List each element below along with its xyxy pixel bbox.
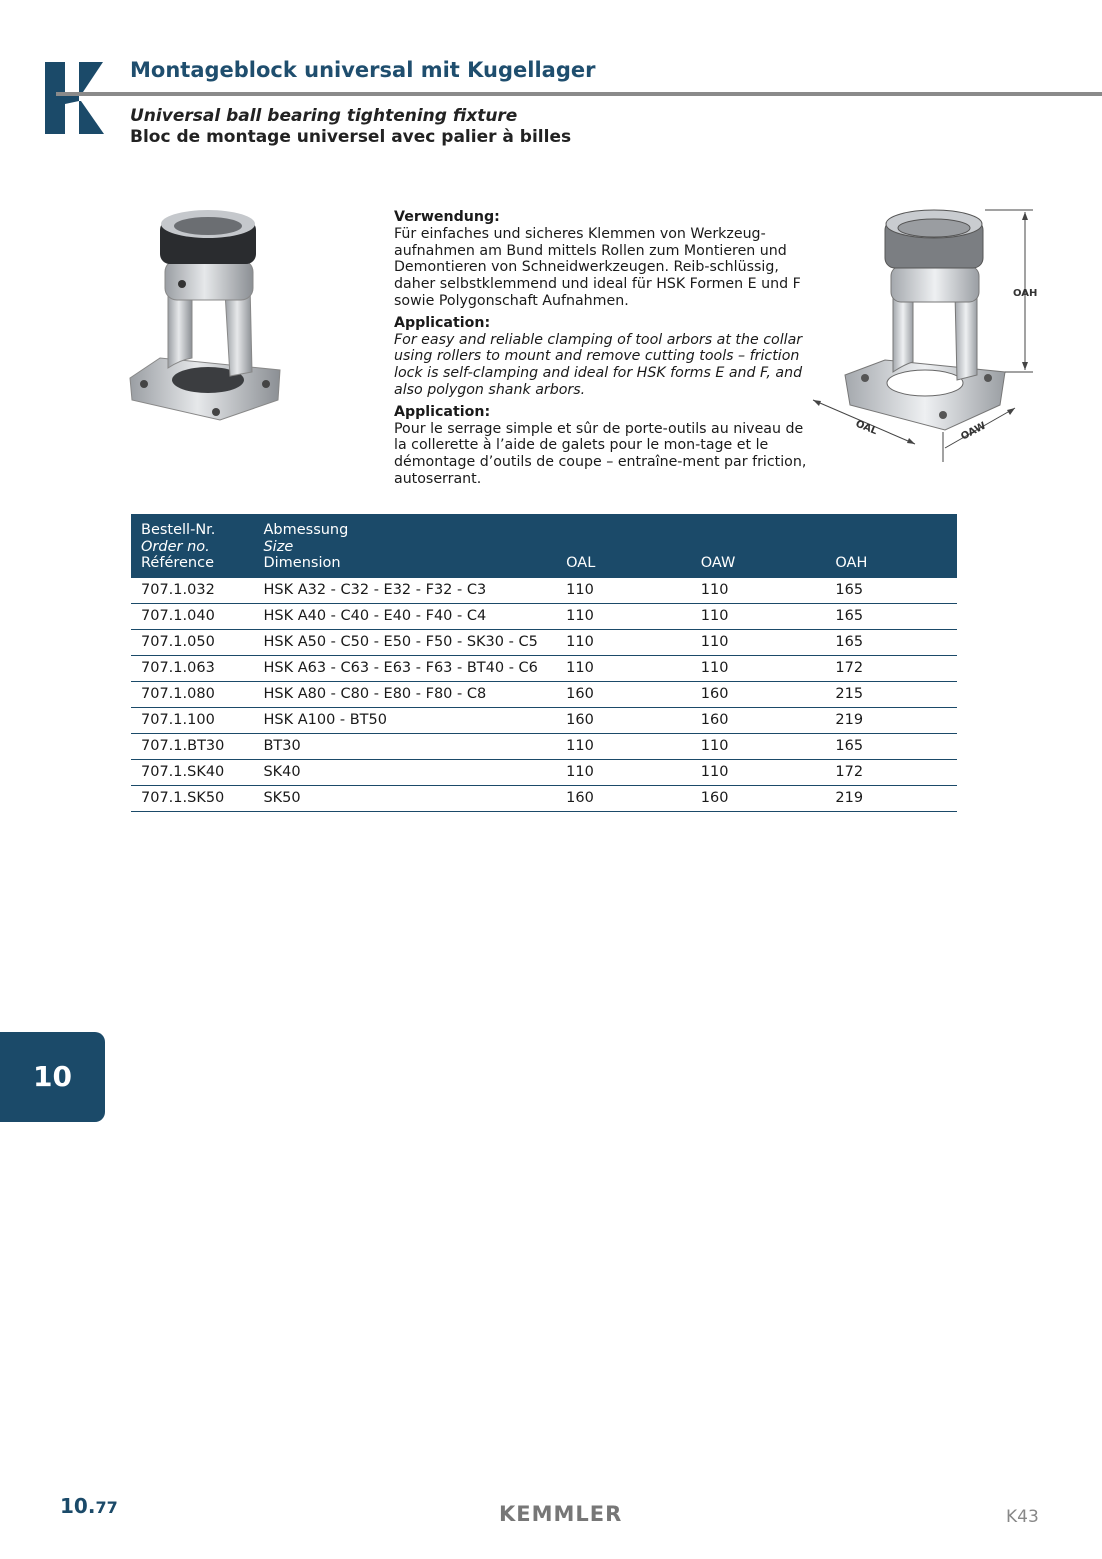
table-row (131, 578, 957, 604)
page-number-sub: 77 (95, 1498, 118, 1517)
table-row (131, 785, 957, 811)
chapter-tab: 10 (0, 1032, 105, 1122)
header-rule (56, 92, 1102, 96)
footer-code: K43 (1006, 1507, 1039, 1527)
header-size (253, 514, 556, 578)
cell-oal: 110 (556, 578, 691, 604)
cell-ref: 707.1.SK40 (131, 759, 253, 785)
cell-ref: 707.1.SK50 (131, 785, 253, 811)
cell-dim: HSK A80 - C80 - E80 - F80 - C8 (253, 681, 556, 707)
cell-ref: 707.1.100 (131, 707, 253, 733)
cell-ref: 707.1.040 (131, 603, 253, 629)
cell-oal: 110 (556, 759, 691, 785)
cell-dim: HSK A63 - C63 - E63 - F63 - BT40 - C6 (253, 655, 556, 681)
kemmler-logo-icon (45, 62, 105, 134)
cell-oaw: 110 (691, 603, 826, 629)
table-row (131, 629, 957, 655)
page-number-main: 10. (60, 1494, 96, 1518)
description-heading-de: Verwendung: (394, 209, 500, 225)
table-row (131, 707, 957, 733)
oaw-label: OAW (959, 420, 988, 443)
cell-oah: 165 (825, 629, 957, 655)
table-row (131, 733, 957, 759)
page-number (60, 1494, 118, 1518)
spec-table (131, 514, 957, 812)
description-text-fr: Pour le serrage simple et sûr de porte-outils au niveau de la collerette à l’aide de galets pour le mon-tage et le démontage d’outils de coupe – entraîne-ment par friction, autoserrant. (394, 420, 807, 487)
dimension-drawing (805, 200, 1045, 470)
cell-ref: 707.1.050 (131, 629, 253, 655)
cell-ref: 707.1.080 (131, 681, 253, 707)
cell-oah: 219 (825, 785, 957, 811)
product-photo (120, 200, 290, 430)
cell-oah: 165 (825, 578, 957, 604)
cell-oah: 165 (825, 603, 957, 629)
header-oah: OAH (835, 555, 868, 571)
page-title: Montageblock universal mit Kugellager (130, 58, 596, 82)
header-order (131, 514, 253, 578)
table-row (131, 759, 957, 785)
cell-dim: SK40 (253, 759, 556, 785)
cell-dim: SK50 (253, 785, 556, 811)
cell-dim: BT30 (253, 733, 556, 759)
cell-oal: 110 (556, 603, 691, 629)
description-heading-fr: Application: (394, 403, 491, 420)
table-row (131, 681, 957, 707)
subtitle-en: Universal ball bearing tightening fixture (130, 106, 518, 126)
cell-oal: 160 (556, 785, 691, 811)
cell-oaw: 160 (691, 707, 826, 733)
header-size-en: Size (263, 538, 294, 555)
cell-oaw: 160 (691, 785, 826, 811)
cell-oaw: 110 (691, 655, 826, 681)
cell-dim: HSK A32 - C32 - E32 - F32 - C3 (253, 578, 556, 604)
cell-dim: HSK A100 - BT50 (253, 707, 556, 733)
header-size-fr: Dimension (263, 555, 341, 571)
cell-ref: 707.1.063 (131, 655, 253, 681)
cell-oal: 110 (556, 629, 691, 655)
description-text-de: Für einfaches und sicheres Klemmen von Werkzeug-aufnahmen am Bund mittels Rollen zum Montieren und Demontieren von Schneidwerkzeugen. Reib-schlüssig, daher selbstklemmend und ideal für HSK Formen E und F sowie Polygonschaft Aufnahmen. (394, 225, 801, 309)
table-row (131, 655, 957, 681)
cell-oal: 110 (556, 733, 691, 759)
header-size-de: Abmessung (263, 522, 349, 538)
cell-ref: 707.1.032 (131, 578, 253, 604)
oal-label: OAL (853, 418, 879, 438)
description-heading-en: Application: (394, 314, 491, 331)
oah-label: OAH (1013, 288, 1038, 299)
cell-dim: HSK A40 - C40 - E40 - F40 - C4 (253, 603, 556, 629)
cell-oah: 172 (825, 655, 957, 681)
cell-oah: 219 (825, 707, 957, 733)
header-order-fr: Référence (141, 555, 215, 571)
cell-oaw: 110 (691, 578, 826, 604)
cell-oaw: 110 (691, 629, 826, 655)
header-order-de: Bestell-Nr. (141, 522, 216, 538)
cell-oah: 172 (825, 759, 957, 785)
cell-oah: 215 (825, 681, 957, 707)
cell-oal: 160 (556, 707, 691, 733)
cell-oah: 165 (825, 733, 957, 759)
description (394, 209, 814, 493)
header-order-en: Order no. (141, 538, 210, 555)
description-text-en: For easy and reliable clamping of tool arbors at the collar using rollers to mount and remove cutting tools – friction lock is self-clamping and ideal for HSK forms E and F, and also polygon shank arbors. (394, 331, 803, 398)
cell-oaw: 110 (691, 733, 826, 759)
table-header-row (131, 514, 957, 578)
header-oal: OAL (566, 555, 596, 571)
table-row (131, 603, 957, 629)
cell-oal: 110 (556, 655, 691, 681)
cell-oaw: 160 (691, 681, 826, 707)
footer-brand-logo: KEMMLER (499, 1502, 623, 1526)
cell-oal: 160 (556, 681, 691, 707)
cell-ref: 707.1.BT30 (131, 733, 253, 759)
header-oaw: OAW (700, 555, 736, 571)
subtitle-fr: Bloc de montage universel avec palier à billes (130, 127, 572, 147)
cell-dim: HSK A50 - C50 - E50 - F50 - SK30 - C5 (253, 629, 556, 655)
cell-oaw: 110 (691, 759, 826, 785)
